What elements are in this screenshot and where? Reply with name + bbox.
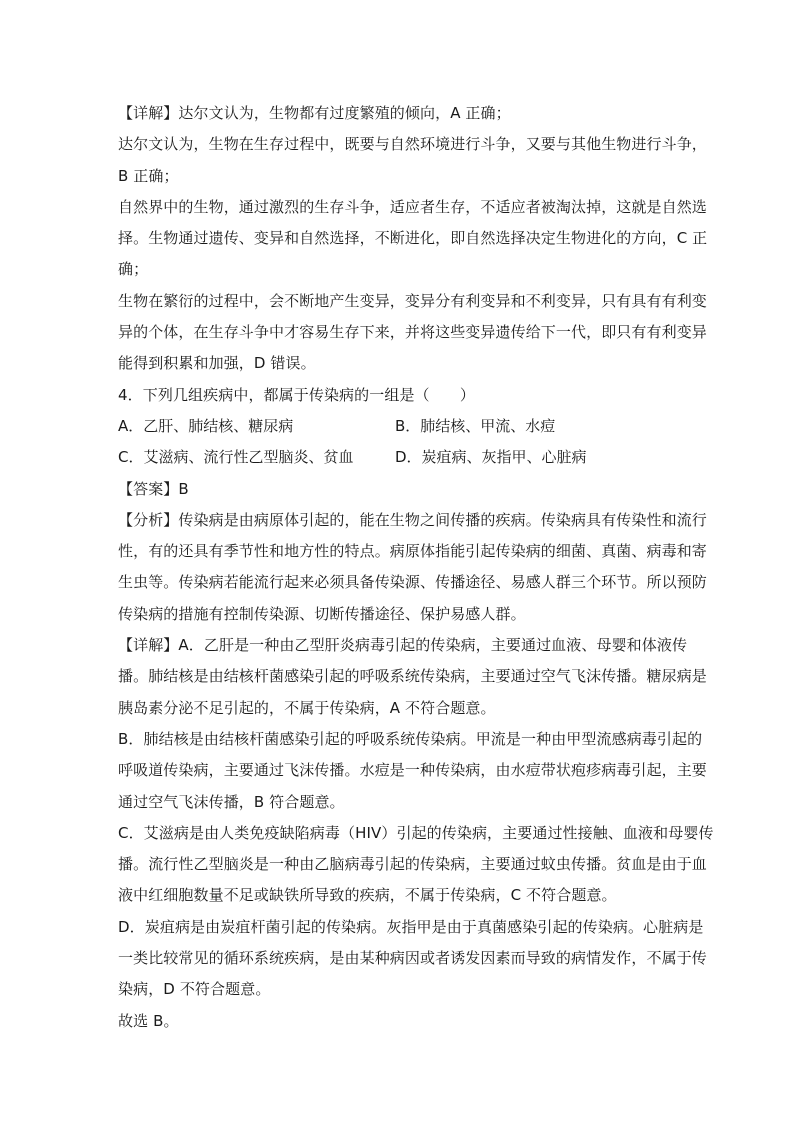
- option-a: A．乙肝、肺结核、糖尿病: [118, 416, 294, 435]
- analysis-tag: 【分析】: [118, 510, 179, 529]
- prev-detail-line-1: 【详解】达尔文认为，生物都有过度繁殖的倾向，A 正确；: [118, 104, 511, 122]
- detail-line-12: 染病，D 不符合题意。: [118, 980, 271, 999]
- prev-detail-line-3: B 正确；: [118, 166, 179, 185]
- answer-tag: 【答案】: [118, 479, 179, 498]
- answer-line: [118, 474, 678, 505]
- detail-line-11: 一类比较常见的循环系统疾病，是由某种病因或者诱发因素而导致的病情发作，不属于传: [118, 949, 707, 968]
- detail-line-7: C．艾滋病是由人类免疫缺陷病毒（HIV）引起的传染病，主要通过性接触、血液和母婴传: [118, 823, 714, 842]
- prev-detail-line-7: 生物在繁衍的过程中，会不断地产生变异，变异分有利变异和不利变异，只有具有有利变: [118, 291, 707, 310]
- detail-tag: 【详解】: [118, 104, 179, 122]
- page-content: [118, 98, 714, 1037]
- option-d: D．炭疽病、灰指甲、心脏病: [395, 448, 587, 467]
- detail-line-5: 呼吸道传染病，主要通过飞沫传播。水痘是一种传染病，由水痘带状疱疹病毒引起，主要: [118, 761, 707, 780]
- prev-detail-line-6: 确；: [118, 260, 149, 279]
- analysis-line-1: 【分析】传染病是由病原体引起的，能在生物之间传播的疾病。传染病具有传染性和流行: [118, 510, 707, 529]
- detail-line-10: D．炭疽病是由炭疽杆菌引起的传染病。灰指甲是由于真菌感染引起的传染病。心脏病是: [118, 917, 704, 936]
- prev-detail-line-5: 择。生物通过遗传、变异和自然选择，不断进化，即自然选择决定生物进化的方向，C 正: [118, 229, 708, 248]
- conclusion: 故选 B。: [118, 1011, 179, 1030]
- analysis-line-2: 性，有的还具有季节性和地方性的特点。病原体指能引起传染病的细菌、真菌、病毒和寄: [118, 542, 707, 561]
- detail-line-6: 通过空气飞沫传播，B 符合题意。: [118, 792, 345, 811]
- answer-value: B: [178, 479, 189, 498]
- prev-detail-line-8: 异的个体，在生存斗争中才容易生存下来，并将这些变异遗传给下一代，即只有有利变异: [118, 323, 707, 342]
- detail-line-3: 胰岛素分泌不足引起的，不属于传染病，A 不符合题意。: [118, 698, 496, 717]
- prev-detail-line-2: 达尔文认为，生物在生存过程中，既要与自然环境进行斗争，又要与其他生物进行斗争，: [118, 135, 707, 154]
- question-stem: 4．下列几组疾病中，都属于传染病的一组是（ ）: [118, 385, 475, 404]
- prev-detail-line-9: 能得到积累和加强，D 错误。: [118, 354, 316, 373]
- analysis-line-4: 传染病的措施有控制传染源、切断传播途径、保护易感人群。: [118, 604, 526, 623]
- prev-detail-line-4: 自然界中的生物，通过激烈的生存斗争，适应者生存，不适应者被淘汰掉，这就是自然选: [118, 197, 707, 216]
- detail-line-2: 播。肺结核是由结核杆菌感染引起的呼吸系统传染病，主要通过空气飞沫传播。糖尿病是: [118, 667, 707, 686]
- detail-line-4: B．肺结核是由结核杆菌感染引起的呼吸系统传染病。甲流是一种由甲型流感病毒引起的: [118, 729, 703, 748]
- detail-line-1: 【详解】A．乙肝是一种由乙型肝炎病毒引起的传染病，主要通过血液、母婴和体液传: [118, 636, 688, 655]
- analysis-line-3: 生虫等。传染病若能流行起来必须具备传染源、传播途径、易感人群三个环节。所以预防: [118, 573, 707, 592]
- options-row-1: [118, 411, 678, 442]
- options-row-2: [118, 442, 678, 473]
- detail-line-9: 液中红细胞数量不足或缺铁所导致的疾病，不属于传染病，C 不符合题意。: [118, 886, 617, 905]
- detail-line-8: 播。流行性乙型脑炎是一种由乙脑病毒引起的传染病，主要通过蚊虫传播。贫血是由于血: [118, 855, 707, 874]
- detail-tag: 【详解】: [118, 636, 179, 655]
- option-b: B．肺结核、甲流、水痘: [395, 416, 556, 435]
- option-c: C．艾滋病、流行性乙型脑炎、贫血: [118, 448, 354, 467]
